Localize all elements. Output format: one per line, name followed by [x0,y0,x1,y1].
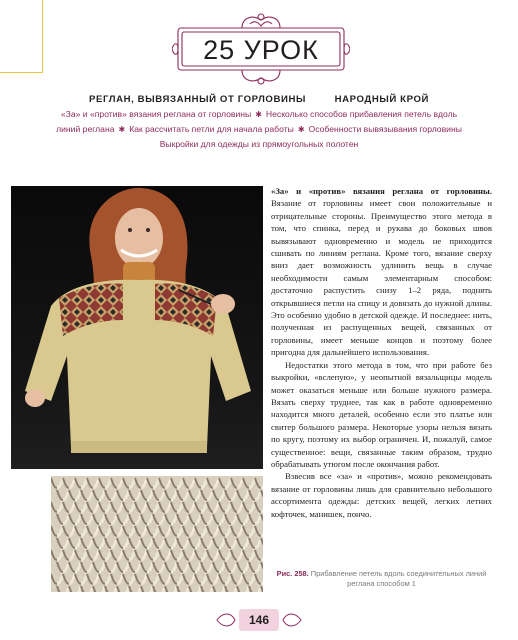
heading-raglan: РЕГЛАН, ВЫВЯЗАННЫЙ ОТ ГОРЛОВИНЫ [88,94,307,105]
topic-count-stitches: Как рассчитать петли для начала работы [129,124,294,134]
sweater-photo [11,186,263,469]
topic-neckline: Особенности вывязывания горловины [308,124,462,134]
star-icon: ✱ [297,125,305,134]
article-paragraph-3: Взвесив все «за» и «против», можно рекомендовать вязание от горловины лишь для сравнительно небольшого ассортимента одежды: детских вещей, легких летних кофточек, манишек, пончо. [271,471,492,519]
topic-methods: Несколько способов прибавления петель вдоль [265,109,458,119]
topic-pros-cons: «За» и «против» вязания реглана от горловины [60,109,252,119]
article-lead: «За» и «против» вязания реглана от горловины. [271,186,492,196]
heading-folk-cut: НАРОДНЫЙ КРОЙ [334,94,430,105]
topic-raglan-lines: линий реглана [56,124,115,134]
corner-rule-vertical [42,0,43,72]
topics-line-3 [0,137,518,151]
knit-stitches-image [51,476,263,592]
topics-headings [0,93,518,107]
knitting-sample-photo [51,476,263,592]
topic-patterns: Выкройки для одежды из прямоугольных полотен [159,139,359,149]
article-p1-text: Вязание от горловины имеет свои положительные и отрицательные стороны. Преимущество этого метода в том, что спинка, перед и рукава до боковых швов вывязывают одновременно и модель не приходится сшивать по линиям реглана. Кроме того, вязание сверху вниз дает возможность удлинить вещь в случае необходимости самым элементарным способом: достаточно распустить снизу 1–2 ряда, поднять открывшиеся петли на спицу и довязать до нужной длины. Это особенно удобно в детской одежде. И последнее: нить, полученная из распущенных вещей, связанных от горловины, имеет меньше концов и поэтому более пригодна для дальнейшего использования. [271,198,492,358]
corner-rule-horizontal [0,72,43,73]
topics-block [0,93,518,151]
star-icon: ✱ [118,125,126,134]
figure-caption-text: Прибавление петель вдоль соединительных линий реглана способом 1 [308,569,487,588]
topics-line-2 [0,122,518,137]
page-number: 146 [239,609,279,631]
figure-number: Рис. 258. [276,569,309,578]
lesson-title-frame [172,8,350,88]
lesson-title: 25 УРОК [203,35,319,65]
star-icon: ✱ [255,110,262,119]
article-paragraph-2: Недостатки этого метода в том, что при работе без выкройки, «вслепую», у неопытной вязальщицы модель может оказаться меньше или больше нужного размера. Вязать сверху труднее, так как в работе одновременно находится много деталей, особенно если это платье или свитер большого размера. Некоторые узоры нельзя вязать по кругу, поэтому их выбор ограничен. И, пожалуй, самое существенное: вещи, связанные таким образом, трудно обрабатывать утюгом после окончания работ. [271,359,492,469]
topics-line-1 [0,107,518,122]
woman-in-sweater-image [11,186,263,469]
figure-caption [271,569,492,589]
article-paragraph-1 [271,185,492,359]
article-body [271,185,492,520]
